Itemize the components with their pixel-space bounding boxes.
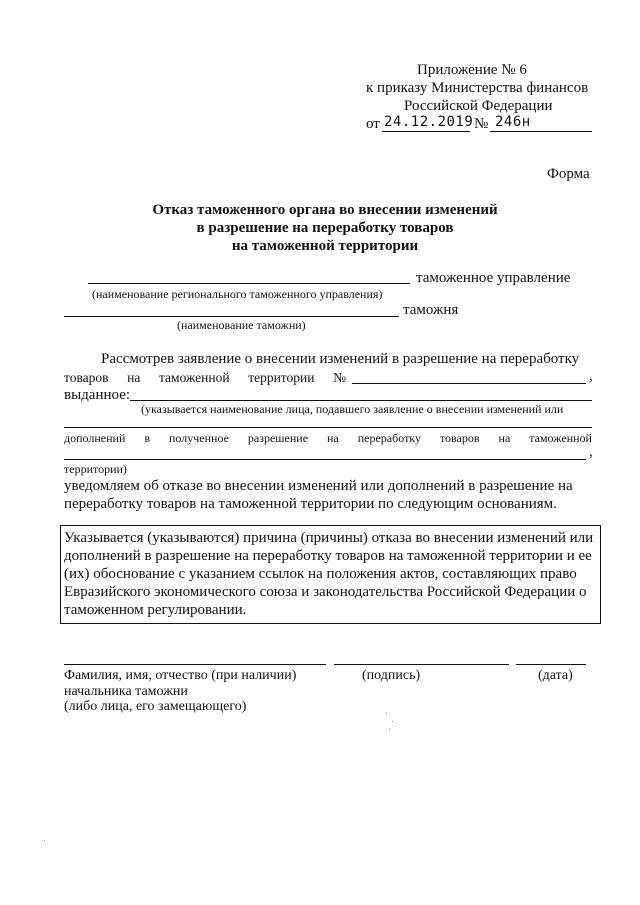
name-blank[interactable] bbox=[64, 664, 326, 665]
customs-office-caption: (наименование таможни) bbox=[177, 318, 306, 332]
scan-speck bbox=[44, 840, 45, 841]
word: в bbox=[144, 431, 151, 445]
regional-office-caption: (наименование регионального таможенного управления) bbox=[92, 287, 383, 301]
comma: , bbox=[589, 444, 593, 460]
form-label: Форма bbox=[547, 166, 590, 182]
applicant-blank[interactable] bbox=[130, 400, 592, 401]
scan-speck bbox=[392, 721, 393, 722]
permit-number-blank[interactable] bbox=[352, 383, 586, 384]
order-number: 246н bbox=[495, 114, 531, 130]
signature-label: (подпись) bbox=[362, 668, 421, 683]
word: таможенной bbox=[158, 370, 230, 385]
word: полученное bbox=[168, 431, 229, 445]
signature-blank[interactable] bbox=[334, 664, 509, 665]
customs-office-blank[interactable] bbox=[64, 316, 399, 317]
title-line-1: Отказ таможенного органа во внесении изменений bbox=[152, 202, 498, 218]
reason-line-2: дополнений в разрешение на переработку товаров на таможенной территории и ее bbox=[64, 548, 592, 564]
paragraph-1-line-1: Рассмотрев заявление о внесении изменений в разрешение на переработку bbox=[101, 351, 580, 367]
word: товаров bbox=[64, 370, 109, 385]
applicant-blank-2[interactable] bbox=[64, 427, 592, 428]
paragraph-2-line-2: переработку товаров на таможенной территории по следующим основаниям. bbox=[64, 496, 557, 512]
reason-line-5: таможенном регулировании. bbox=[64, 602, 247, 618]
role-line-2: (либо лица, его замещающего) bbox=[64, 699, 247, 714]
applicant-blank-3[interactable] bbox=[64, 459, 586, 460]
word: на bbox=[127, 370, 141, 385]
word: на bbox=[327, 431, 339, 445]
date-underline bbox=[382, 131, 470, 132]
date-prefix: от bbox=[366, 116, 380, 132]
paragraph-1-line-2 bbox=[64, 369, 346, 386]
regional-office-blank[interactable] bbox=[88, 283, 410, 284]
word: переработку bbox=[357, 431, 421, 445]
paragraph-2-line-1: уведомляем об отказе во внесении изменений или дополнений в разрешение на bbox=[64, 478, 573, 494]
federation-line: Российской Федерации bbox=[404, 98, 553, 114]
word: № bbox=[333, 370, 346, 385]
reason-box bbox=[60, 525, 601, 624]
reason-line-4: Евразийского экономического союза и законодательства Российской Федерации о bbox=[64, 584, 587, 600]
word: территории bbox=[248, 370, 315, 385]
scan-speck bbox=[386, 713, 387, 714]
customs-office-suffix: таможня bbox=[403, 302, 459, 318]
issued-label: выданное: bbox=[64, 387, 131, 403]
date-blank[interactable] bbox=[516, 664, 586, 665]
date-label: (дата) bbox=[538, 668, 573, 683]
title-line-3: на таможенной территории bbox=[231, 238, 419, 254]
regional-office-suffix: таможенное управление bbox=[416, 270, 571, 286]
order-date: 24.12.2019 bbox=[384, 114, 474, 130]
scan-speck bbox=[389, 729, 390, 730]
word: дополнений bbox=[64, 431, 126, 445]
applicant-caption-continued bbox=[64, 431, 592, 445]
reason-line-1: Указывается (указываются) причина (причины) отказа во внесении изменений или bbox=[64, 530, 594, 546]
word: на bbox=[498, 431, 511, 445]
comma: , bbox=[589, 368, 593, 384]
applicant-caption: (указывается наименование лица, подавшего заявление о внесении изменений или bbox=[141, 402, 564, 416]
name-label: Фамилия, имя, отчество (при наличии) bbox=[64, 668, 297, 683]
order-reference: к приказу Министерства финансов bbox=[366, 80, 589, 96]
number-prefix: № bbox=[474, 116, 489, 132]
appendix-number: Приложение № 6 bbox=[417, 62, 527, 78]
reason-line-3: (их) обоснование с указанием ссылок на положения актов, составляющих право bbox=[64, 566, 577, 582]
word: разрешение bbox=[247, 431, 309, 445]
word: таможенной bbox=[529, 431, 592, 445]
role-line-1: начальника таможни bbox=[64, 684, 188, 699]
word: товаров bbox=[439, 431, 480, 445]
caption-end: территории) bbox=[64, 462, 127, 476]
title-line-2: в разрешение на переработку товаров bbox=[196, 220, 454, 236]
number-underline bbox=[490, 131, 592, 132]
